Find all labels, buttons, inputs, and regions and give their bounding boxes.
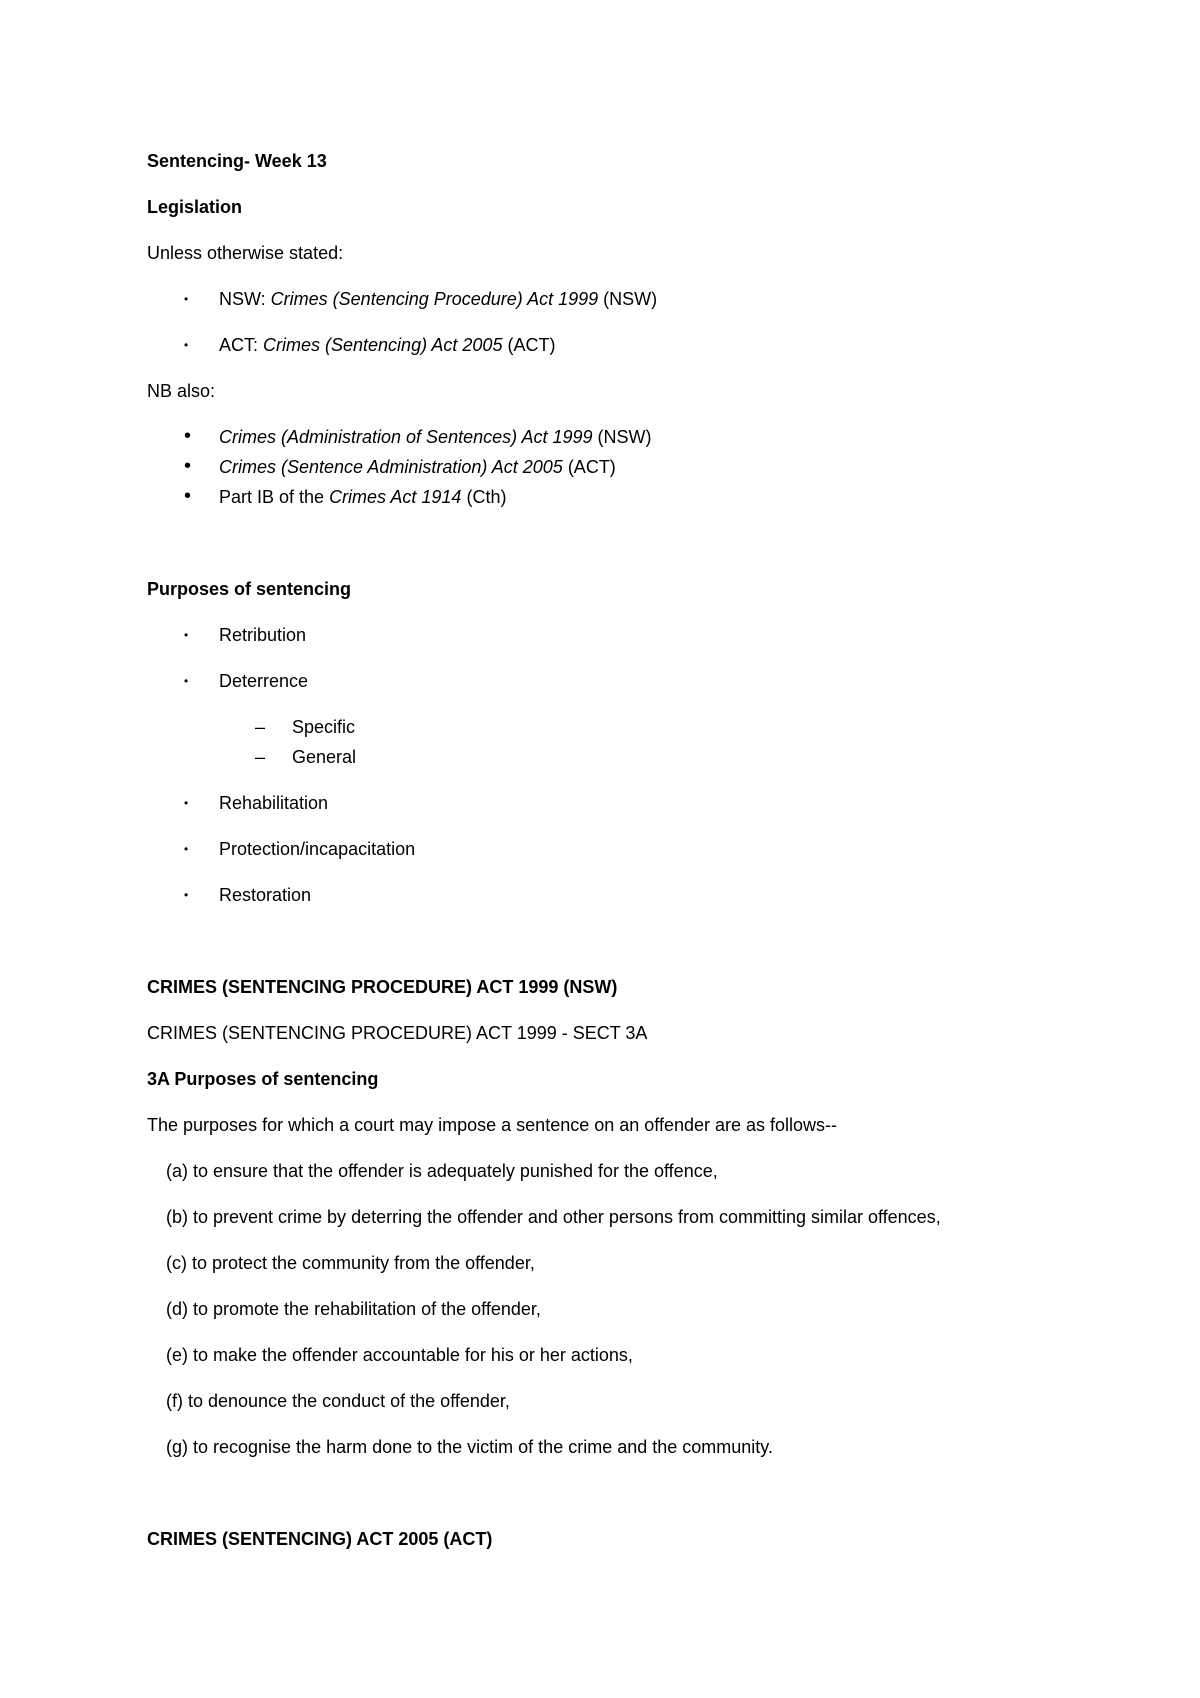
purposes-heading: Purposes of sentencing [147, 579, 352, 599]
act-act-heading: CRIMES (SENTENCING) ACT 2005 (ACT) [147, 1529, 493, 1549]
nsw-act-heading: CRIMES (SENTENCING PROCEDURE) ACT 1999 (NSW) [147, 977, 618, 997]
bullet-icon: • [184, 628, 189, 642]
dash-icon: – [255, 717, 266, 737]
purpose-item: Deterrence [219, 671, 309, 691]
page-title: Sentencing- Week 13 [147, 151, 327, 171]
section-paragraph: (a) to ensure that the offender is adequately punished for the offence, [166, 1161, 718, 1181]
deterrence-subitem: Specific [292, 717, 356, 737]
bullet-icon: • [184, 425, 192, 447]
dash-icon: – [255, 747, 266, 767]
nb-item: Part IB of the Crimes Act 1914 (Cth) [219, 487, 507, 507]
section-lead: The purposes for which a court may impose a sentence on an offender are as follows-- [147, 1115, 838, 1135]
bullet-icon: • [184, 796, 189, 810]
section-paragraph: (d) to promote the rehabilitation of the offender, [166, 1299, 541, 1319]
purpose-item: Restoration [219, 885, 312, 905]
section-paragraph: (g) to recognise the harm done to the victim of the crime and the community. [166, 1437, 773, 1457]
nb-item: Crimes (Administration of Sentences) Act 1999 (NSW) [219, 427, 652, 447]
section-paragraph: (c) to protect the community from the offender, [166, 1253, 535, 1273]
section-paragraph: (e) to make the offender accountable for his or her actions, [166, 1345, 633, 1365]
legislation-heading: Legislation [147, 197, 243, 217]
bullet-icon: • [184, 674, 189, 688]
nb-label: NB also: [147, 381, 216, 401]
bullet-icon: • [184, 292, 189, 306]
bullet-icon: • [184, 485, 192, 507]
bullet-icon: • [184, 888, 189, 902]
section-title: 3A Purposes of sentencing [147, 1069, 379, 1089]
section-paragraph: (b) to prevent crime by deterring the offender and other persons from committing similar offences, [166, 1207, 941, 1227]
legislation-item: ACT: Crimes (Sentencing) Act 2005 (ACT) [219, 335, 556, 355]
bullet-icon: • [184, 455, 192, 477]
section-paragraph: (f) to denounce the conduct of the offender, [166, 1391, 510, 1411]
purpose-item: Protection/incapacitation [219, 839, 416, 859]
legislation-item: NSW: Crimes (Sentencing Procedure) Act 1999 (NSW) [219, 289, 658, 309]
bullet-icon: • [184, 338, 189, 352]
nb-item: Crimes (Sentence Administration) Act 2005 (ACT) [219, 457, 616, 477]
section-reference: CRIMES (SENTENCING PROCEDURE) ACT 1999 - SECT 3A [147, 1023, 648, 1043]
purpose-item: Retribution [219, 625, 307, 645]
legislation-intro: Unless otherwise stated: [147, 243, 344, 263]
bullet-icon: • [184, 842, 189, 856]
purpose-item: Rehabilitation [219, 793, 329, 813]
deterrence-subitem: General [292, 747, 357, 767]
